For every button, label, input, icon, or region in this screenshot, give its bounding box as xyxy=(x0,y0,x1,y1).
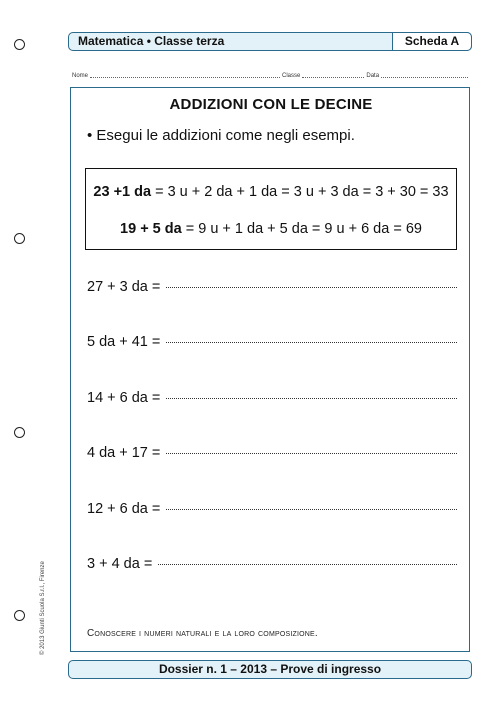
exercise-label: 5 da + 41 = xyxy=(87,334,161,350)
worksheet-title: ADDIZIONI CON LE DECINE xyxy=(169,96,373,113)
example-2-solution: = 9 u + 1 da + 5 da = 9 u + 6 da = 69 xyxy=(181,221,422,237)
exercise-row xyxy=(87,556,457,572)
exercise-row xyxy=(87,279,457,295)
dossier-footer: Dossier n. 1 – 2013 – Prove di ingresso xyxy=(68,660,472,679)
instruction-text: • Esegui le addizioni come negli esempi. xyxy=(87,127,355,144)
example-2-operation: 19 + 5 da xyxy=(120,221,182,237)
date-field[interactable] xyxy=(381,76,468,78)
binder-hole-3 xyxy=(14,427,25,438)
exercise-row xyxy=(87,390,457,406)
exercise-label: 4 da + 17 = xyxy=(87,445,161,461)
answer-line[interactable] xyxy=(166,397,457,399)
class-field[interactable] xyxy=(302,76,364,78)
exercise-row xyxy=(87,334,457,350)
exercise-row xyxy=(87,501,457,517)
answer-line[interactable] xyxy=(166,286,457,288)
exercise-label: 12 + 6 da = xyxy=(87,501,161,517)
exercise-label: 27 + 3 da = xyxy=(87,279,161,295)
exercise-label: 14 + 6 da = xyxy=(87,390,161,406)
binder-hole-1 xyxy=(14,39,25,50)
exercise-label: 3 + 4 da = xyxy=(87,556,153,572)
answer-line[interactable] xyxy=(166,452,457,454)
header-bar xyxy=(68,32,472,51)
student-info-row xyxy=(72,67,470,79)
answer-line[interactable] xyxy=(166,341,457,343)
date-label: Data xyxy=(366,73,380,79)
sheet-label: Scheda A xyxy=(392,32,472,51)
binder-hole-2 xyxy=(14,233,25,244)
subject-label: Matematica • Classe terza xyxy=(78,34,225,48)
worksheet-content xyxy=(70,87,470,652)
exercise-row xyxy=(87,445,457,461)
answer-line[interactable] xyxy=(166,508,457,510)
binder-hole-4 xyxy=(14,610,25,621)
copyright-notice: © 2013 Giunti Scuola S.r.l., Firenze xyxy=(40,561,46,655)
example-1-operation: 23 +1 da xyxy=(93,184,152,200)
example-line-2 xyxy=(86,221,456,237)
name-field[interactable] xyxy=(90,76,280,78)
name-label: Nome xyxy=(72,73,89,79)
answer-line[interactable] xyxy=(158,563,457,565)
example-1-solution: = 3 u + 2 da + 1 da = 3 u + 3 da = 3 + 30 = 33 xyxy=(151,184,449,200)
class-label: Classe xyxy=(282,73,301,79)
examples-box xyxy=(85,168,457,250)
example-line-1 xyxy=(86,184,456,200)
learning-objective: Conoscere i numeri naturali e la loro composizione. xyxy=(87,628,318,639)
